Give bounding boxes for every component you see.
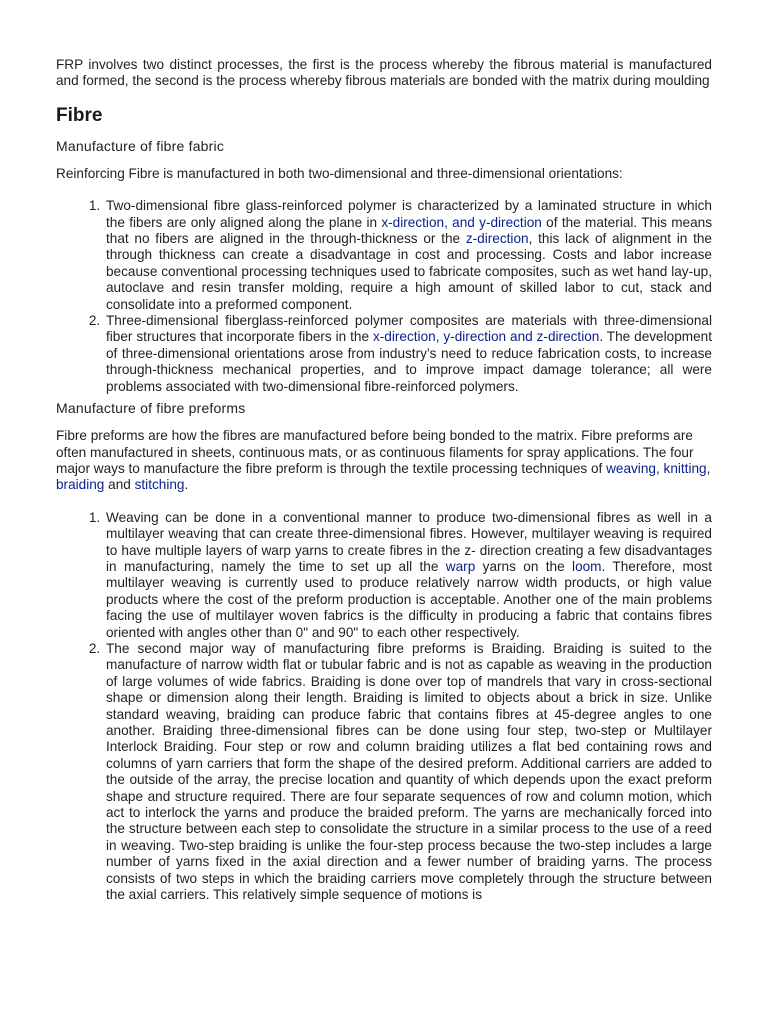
fabric-item2-text-a: Three-dimensional fiberglass-reinforced polymer composites are materials with three-dimensional fiber structures that incorporate fibers in the	[106, 313, 712, 345]
preforms-item1-text-b: yarns on the	[475, 558, 573, 574]
link-stitching[interactable]: stitching	[134, 477, 185, 493]
preforms-item1-text-c: . Therefore, most multilayer weaving is currently used to produce relatively narrow width products, or high value products where the cost of the preform production is acceptable. Another one of the main problems facing the use of multilayer woven fabrics is the difficulty in producing a fabric that contains fibres oriented with angles other than 0" and 90" to each other respectively.	[106, 558, 712, 640]
document-page	[56, 57, 712, 907]
link-braiding[interactable]: braiding	[56, 477, 105, 493]
fabric-lead-paragraph: Reinforcing Fibre is manufactured in both two-dimensional and three-dimensional orientations:	[56, 165, 623, 181]
preforms-lead-text: Fibre preforms are how the fibres are manufactured before being bonded to the matrix. Fibre preforms are often manufactured in sheets, continuous mats, or as continuous filaments for spray applications. The four major ways to manufacture the fibre preform is through the textile processing techniques of	[56, 428, 694, 476]
fabric-item1-text-c: , this lack of alignment in the through thickness can create a disadvantage in cost and processing. Costs and labor increase because conventional processing techniques used to fabricate composites, such as wet hand lay-up, autoclave and resin transfer molding, require a high amount of skilled labor to cut, stack and consolidate into a preformed component.	[106, 231, 712, 312]
link-knitting[interactable]: knitting	[663, 460, 707, 476]
link-warp[interactable]: warp	[445, 558, 476, 574]
fabric-list	[56, 198, 712, 395]
link-z-direction[interactable]: z-direction	[465, 231, 529, 247]
preforms-heading: Manufacture of fibre preforms	[56, 400, 246, 417]
preforms-list-item-braiding: 2. The second major way of manufacturing fibre preforms is Braiding. Braiding is suited to the manufacture of narrow width flat or tubular fabric and is not as capable as weaving in the production of large volumes of wide fabrics. Braiding is done over top of mandrels that vary in cross-sectional shape or dimension along their length. Braiding is limited to objects about a brick in size. Unlike standard weaving, braiding can produce fabric that contains fibres at 45-degree angles to one another. Braiding three-dimensional fibres can be done using four step, two-step or Multilayer Interlock Braiding. Four step or row and column braiding utilizes a flat bed containing rows and columns of yarn carriers that form the shape of the desired preform. Additional carriers are added to the outside of the array, the precise location and quantity of which depends upon the exact preform shape and structure required. There are four separate sequences of row and column motion, which act to interlock the yarns and produce the braided preform. The yarns are mechanically forced into the structure between each step to consolidate the structure in a similar process to the use of a reed in weaving. Two-step braiding is unlike the four-step process because the two-step includes a large number of yarns fixed in the axial direction and a fewer number of braiding yarns. The process consists of two steps in which the braiding carriers move completely through the structure between the axial carriers. This relatively simple sequence of motions is	[104, 641, 712, 904]
fabric-item1-text-b: of the material. This means that no fibers are aligned in the through-thickness or the	[106, 214, 713, 247]
preforms-list-item-weaving	[104, 510, 712, 641]
link-x-y-direction[interactable]: x-direction, and y-direction	[381, 214, 542, 230]
preforms-item1-text-a: Weaving can be done in a conventional manner to produce two-dimensional fibres as well in a multilayer weaving that can create three-dimensional fibres. However, multilayer weaving is required to have multiple layers of warp yarns to create fibres in the z- direction creating a few disadvantages in manufacturing, namely the time to set up all the	[106, 509, 712, 574]
link-loom[interactable]: loom	[572, 558, 602, 574]
preforms-separator-3: and	[104, 477, 135, 493]
link-y-z-direction[interactable]: y-direction and z-direction	[443, 329, 600, 345]
preforms-separator-1: ,	[655, 460, 664, 476]
fabric-list-item-3d	[104, 313, 712, 395]
fabric-item1-text-a: Two-dimensional fibre glass-reinforced polymer is characterized by a laminated structure in which the fibers are only aligned along the plane in	[106, 198, 712, 230]
fabric-heading: Manufacture of fibre fabric	[56, 137, 225, 154]
fabric-item2-separator: ,	[435, 329, 444, 345]
preforms-end: .	[184, 477, 189, 493]
preforms-list	[56, 510, 712, 904]
preforms-separator-2: ,	[706, 460, 711, 476]
intro-paragraph: FRP involves two distinct processes, the first is the process whereby the fibrous material is manufactured and formed, the second is the process whereby fibrous materials are bonded with the matrix during moulding	[56, 57, 712, 89]
link-weaving[interactable]: weaving	[606, 460, 656, 476]
fabric-list-item-2d	[104, 198, 712, 313]
link-x-direction[interactable]: x-direction	[372, 329, 436, 345]
fabric-item2-text-b: . The development of three-dimensional orientations arose from industry’s need to reduce fabrication costs, to increase through-thickness mechanical properties, and to improve impact damage tolerance; all were problems associated with two-dimensional fibre-reinforced polymers.	[106, 329, 712, 394]
section-title: Fibre	[56, 104, 103, 126]
preforms-lead-paragraph	[56, 428, 712, 494]
